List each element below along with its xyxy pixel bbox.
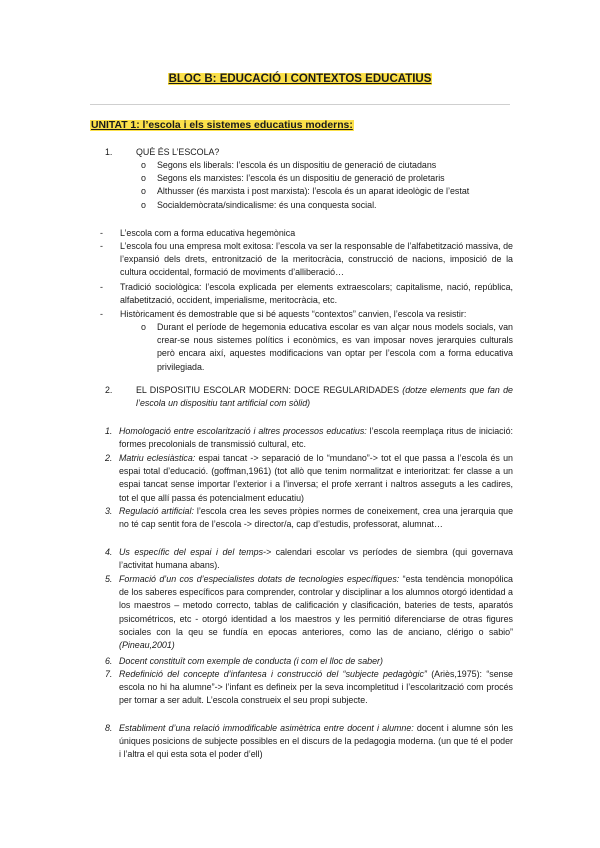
section-heading-main: EL DISPOSITIU ESCOLAR MODERN: DOCE REGULARIDADES [136,385,400,395]
section-2-heading [90,384,513,410]
item-lead: Redefinició del concepte d’infantesa i construcció del “subjecte pedagògic” [119,669,427,679]
item-lead: Matriu eclesiàstica: [119,453,196,463]
bullet-marker: o [141,173,146,183]
section-number: 2. [105,385,113,395]
regularity-item [90,425,513,451]
item-citation: (Pineau,2001) [119,640,175,651]
regularity-item [90,546,513,572]
bullet-text: Althusser (és marxista i post marxista): l’escola és un aparat ideològic de l’estat [157,186,470,196]
item-text [119,655,513,668]
unit-title-highlight: UNITAT 1: l’escola i els sistemes educatius moderns: [91,120,353,131]
regularity-item [90,505,513,531]
regularity-item [90,668,513,708]
item-number: 2. [105,453,113,463]
regularity-item [90,452,513,505]
dash-marker: - [100,309,103,319]
item-body: espai tancat -> separació de lo “mundano”-> tot el que passa a l’escola és un espai total d’educació. (goffman,1961) (tot allò que tenim normalitzat e interioritzat: fer classe a un espai tancat sense importar l’exterior i a l’inversa; el profe xerrant i naltros asseguts a les cadires, tot el que allí passa és potencialment educatiu) [119,453,513,503]
dash-marker: - [100,241,103,251]
dash-marker: - [100,282,103,292]
title-highlight: BLOC B: EDUCACIÓ I CONTEXTOS EDUCATIUS [168,73,432,85]
bullet-marker: o [141,322,146,332]
item-lead: Formació d’un cos d’especialistes dotats de tecnologies específiques: [119,574,400,584]
unit-title [90,120,354,131]
item-number: 8. [105,723,113,733]
dash-item [100,281,513,307]
item-text [119,505,513,531]
dash-item [100,227,513,240]
item-lead: Us específic del espai i del temps-> [119,547,272,557]
item-number: 5. [105,574,113,584]
regularity-item [90,655,513,668]
item-lead: Regulació artificial: [119,506,194,516]
item-text [119,452,513,505]
item-number: 6. [105,656,113,666]
bullet-text: Socialdemòcrata/sindicalisme: és una conquesta social. [157,200,377,210]
item-text [119,425,513,451]
item-lead: Establiment d’una relació immodificable asimètrica entre docent i alumne: [119,723,414,733]
item-number: 4. [105,547,113,557]
list-item [141,159,521,172]
list-item [141,172,521,185]
section-heading-text [136,384,513,410]
item-number: 7. [105,669,113,679]
bullet-text: Segons els liberals: l’escola és un dispositiu de generació de ciutadans [157,160,437,170]
bullet-marker: o [141,160,146,170]
dash-text: Tradició sociològica: l’escola explicada per elements extraescolars; capitalisme, nació, república, alfabetització, occident, imperialisme, meritocràcia, etc. [120,282,513,306]
bullet-marker: o [141,186,146,196]
item-lead: Docent constituït com exemple de conducta (i com el lloc de saber) [119,656,383,666]
item-body: calendari escolar vs períodes de siembra (qui governava l’activitat humana abans). [119,547,513,571]
item-number: 3. [105,506,113,516]
item-text [119,668,513,708]
item-body: (Ariès,1975): “sense escola no hi ha alumne”-> l’infant es defineix per la seva incompletitud i l’escolarització com procés per tornar a ser adult. L’escola construeix el seu propi subjecte. [119,669,513,706]
dash-subitem-text: Durant el període de hegemonia educativa escolar es van alçar nous models socials, van crear-se nous sistemes polítics i econòmics, es van imposar noves jerarquies culturals però encara així, aquestes modificacions van optar per l’escola com a forma educativa privilegiada. [157,322,513,372]
item-number: 1. [105,426,113,436]
item-body: l’escola reemplaça ritus de iniciació: formes precolonials de transmissió cultural, etc. [119,426,513,450]
regularity-item [90,722,513,762]
item-text [119,722,513,762]
section-heading-note: (dotze elements que fan de l’escola un dispositiu tant artificial com sòlid) [136,385,513,409]
dash-marker: - [100,228,103,238]
list-item [141,185,521,198]
list-item [141,199,521,212]
item-text [119,546,513,572]
dash-text: Històricament és demostrable que si bé aquests “contextos” canvien, l’escola va resistir: [120,309,467,319]
dash-subitem [141,321,513,374]
dash-text: L’escola fou una empresa molt exitosa: l’escola va ser la responsable de l’alfabetització massiva, de l’expansió dels drets, entronització de la meritocràcia, construcció de nacions, imposició de la cultura occidental, formació de moviments d’alliberació… [120,241,513,278]
bullet-text: Segons els marxistes: l’escola és un dispositiu de generació de proletaris [157,173,445,183]
item-body: l’escola crea les seves pròpies normes de coneixement, crea una jerarquia que no té cap sentit fora de l’escola -> director/a, cap d’estudis, professorat, alumnat… [119,506,513,530]
section-heading-text: QUÈ ÉS L’ESCOLA? [136,147,220,157]
regularity-item [90,573,513,652]
page-title [0,73,600,85]
dash-item [100,240,513,280]
item-text [119,573,513,652]
bullet-marker: o [141,200,146,210]
section-number: 1. [105,147,113,157]
divider [90,104,510,105]
item-lead: Homologació entre escolarització i altres processos educatius: [119,426,367,436]
item-body: “esta tendència monopólica de los saberes específicos para comprender, controlar y disciplinar a los alumnos otorgó identidad a los maestros – metodo correcto, tablas de calificación y clasificación, bateries de tests, aparatós psicométricos, etc - otorgó identidad a los maestros y les permitió diferenciarse de otras figures sociales con la qeu se fundía en epocas anteriores, como las de anciano, clérigo o sabio” [119,574,513,637]
dash-item [100,308,513,321]
dash-text: L’escola com a forma educativa hegemònica [120,228,296,238]
item-body: docent i alumne són les úniques posicions de subjecte possibles en el discurs de la pedagogia moderna. (un que té el poder i l’altra el qui esta sota el poder d’ell) [119,723,513,760]
section-1-heading [90,146,513,159]
